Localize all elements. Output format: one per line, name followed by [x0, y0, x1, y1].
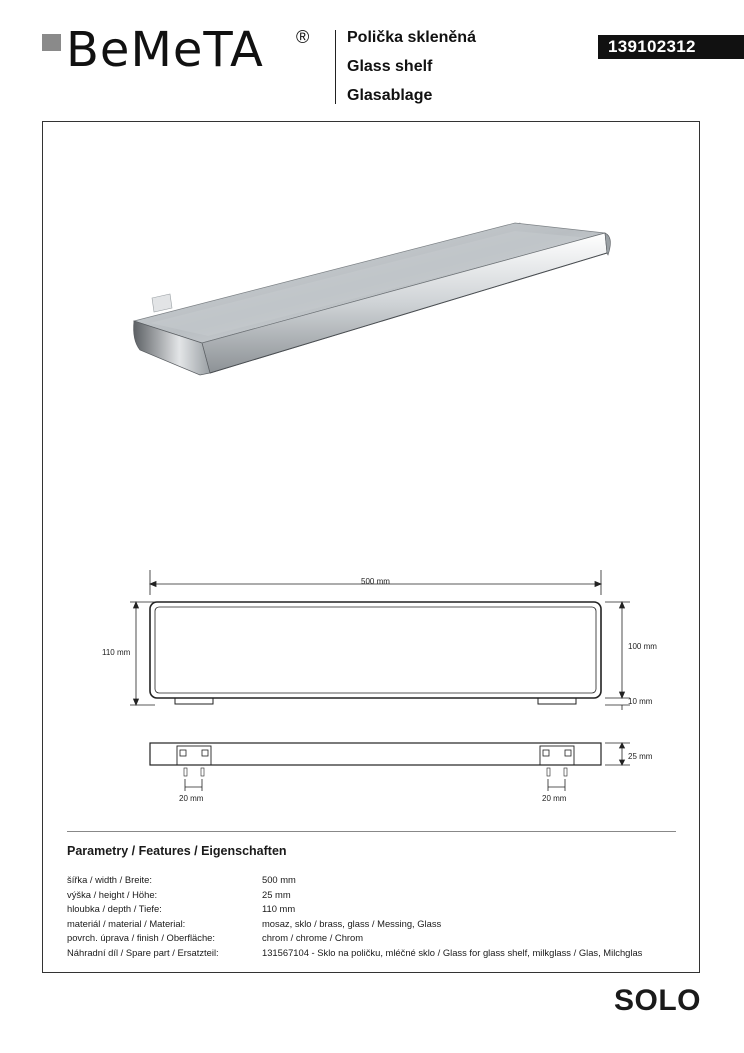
height-dimension: 25 mm [628, 752, 653, 761]
width-dimension: 500 mm [361, 577, 390, 586]
spec-label: povrch. úprava / finish / Oberfläche: [67, 932, 215, 944]
spec-label: šířka / width / Breite: [67, 874, 152, 885]
features-heading: Parametry / Features / Eigenschaften [67, 844, 287, 858]
spec-value: 131567104 - Sklo na poličku, mléčné sklo / Glass for glass shelf, milkglass / Glas, Milchglas [262, 947, 643, 958]
features-divider [67, 831, 676, 832]
product-photo [120, 205, 620, 395]
spec-label: Náhradní díl / Spare part / Ersatzteil: [67, 947, 219, 958]
logo-square-icon [42, 34, 61, 51]
spec-label: hloubka / depth / Tiefe: [67, 903, 162, 915]
spec-label: výška / height / Höhe: [67, 888, 158, 900]
title-german: Glasablage [347, 87, 433, 104]
technical-drawing [95, 565, 655, 805]
right-bracket-dimension: 20 mm [542, 794, 567, 803]
brand-logo: BeMeTA [66, 22, 264, 78]
left-bracket-dimension: 20 mm [179, 794, 204, 803]
gap-dimension: 10 mm [628, 697, 653, 706]
product-code: 139102312 [598, 35, 744, 59]
spec-value: 110 mm [262, 903, 296, 915]
registered-mark: ® [296, 27, 310, 47]
spec-label: materiál / material / Material: [67, 917, 186, 929]
spec-value: 500 mm [262, 874, 296, 885]
inner-depth-dimension: 100 mm [628, 642, 657, 651]
depth-dimension: 110 mm [102, 648, 131, 657]
spec-value: chrom / chrome / Chrom [262, 932, 364, 944]
header-divider [335, 30, 336, 104]
title-english: Glass shelf [347, 58, 433, 75]
series-name: SOLO [614, 984, 702, 1017]
spec-value: 25 mm [262, 888, 291, 900]
title-czech: Polička skleněná [347, 29, 476, 46]
spec-value: mosaz, sklo / brass, glass / Messing, Glass [262, 917, 442, 929]
